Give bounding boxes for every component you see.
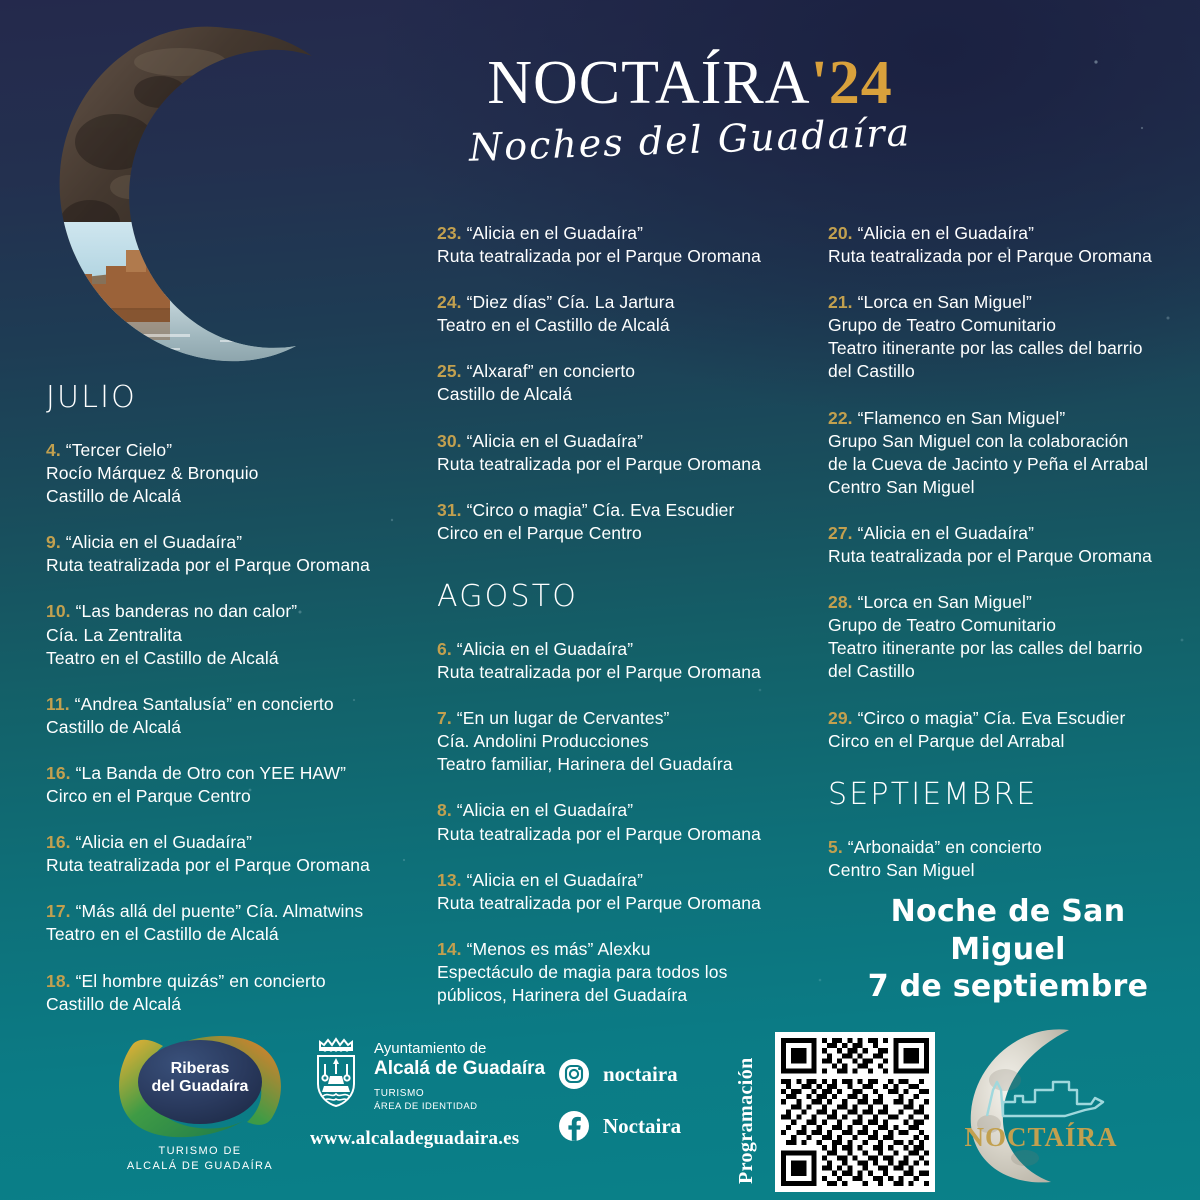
- event-detail-line: Rocío Márquez & Bronquio: [46, 463, 259, 484]
- event-item: [828, 522, 1188, 568]
- event-title: “Diez días” Cía. La Jartura: [466, 292, 675, 313]
- event-item: [437, 291, 812, 337]
- san-miguel-line2: 7 de septiembre: [867, 969, 1149, 1004]
- event-item: [828, 707, 1188, 753]
- event-day: 5.: [828, 836, 843, 857]
- event-item: [828, 836, 1188, 882]
- event-title: “Andrea Santalusía” en concierto: [74, 693, 334, 714]
- event-item: [437, 360, 812, 406]
- event-item: [46, 439, 416, 508]
- event-item: [828, 591, 1188, 683]
- event-day: 29.: [828, 707, 853, 728]
- event-item: [437, 869, 812, 915]
- event-detail-line: Centro San Miguel: [828, 859, 975, 880]
- event-title: “En un lugar de Cervantes”: [456, 708, 670, 729]
- event-title: “Alicia en el Guadaíra”: [65, 532, 243, 553]
- event-detail-line: Circo en el Parque Centro: [437, 522, 642, 543]
- event-item: [828, 222, 1188, 268]
- instagram-icon: [558, 1058, 590, 1090]
- brand-subtitle: Noches del Guadaíra: [468, 110, 912, 170]
- event-title: “Tercer Cielo”: [65, 440, 173, 460]
- event-title: “Alicia en el Guadaíra”: [466, 869, 644, 890]
- page-title: [430, 49, 950, 117]
- event-list-julio-cont: [437, 222, 812, 545]
- event-day: 23.: [437, 223, 462, 243]
- event-detail-line: Ruta teatralizada por el Parque Oromana: [437, 662, 761, 683]
- ayuntamiento-line2: Alcalá de Guadaíra: [374, 1058, 546, 1079]
- event-detail-line: del Castillo: [828, 361, 915, 382]
- event-item: [437, 938, 812, 1007]
- instagram-link[interactable]: [558, 1058, 681, 1090]
- riberas-caption: [85, 1144, 315, 1175]
- event-item: [46, 970, 416, 1016]
- facebook-handle: Noctaira: [603, 1113, 682, 1138]
- event-title: “Alicia en el Guadaíra”: [456, 800, 634, 821]
- event-day: 16.: [46, 762, 71, 783]
- coat-of-arms-icon: [310, 1034, 362, 1108]
- event-day: 24.: [437, 292, 462, 313]
- event-item: [46, 900, 416, 946]
- event-detail-line: Ruta teatralizada por el Parque Oromana: [46, 855, 370, 876]
- event-title: “Alicia en el Guadaíra”: [456, 638, 634, 659]
- event-title: “Menos es más” Alexku: [466, 938, 651, 959]
- ayuntamiento-line3: TURISMO: [374, 1087, 425, 1099]
- event-title: “La Banda de Otro con YEE HAW”: [75, 762, 347, 783]
- event-detail-line: Teatro itinerante por las calles del barrio: [828, 638, 1143, 659]
- event-title: “Flamenco en San Miguel”: [857, 407, 1066, 428]
- event-day: 25.: [437, 361, 462, 382]
- month-heading-julio: JULIO: [46, 380, 137, 415]
- event-title: “Alicia en el Guadaíra”: [857, 223, 1035, 243]
- event-day: 11.: [46, 693, 70, 714]
- event-day: 7.: [437, 708, 452, 729]
- facebook-link[interactable]: [558, 1110, 681, 1142]
- event-detail-line: Cía. Andolini Producciones: [437, 731, 649, 752]
- programacion-label: Programación: [735, 1057, 757, 1184]
- event-item: [828, 407, 1188, 499]
- ayuntamiento-line4: ÁREA DE IDENTIDAD: [374, 1100, 478, 1112]
- event-title: “Alicia en el Guadaíra”: [857, 522, 1035, 543]
- event-item: [437, 499, 812, 545]
- footer: [0, 1010, 1200, 1200]
- event-day: 30.: [437, 430, 462, 451]
- event-detail-line: Cía. La Zentralita: [46, 624, 183, 645]
- event-detail-line: Teatro familiar, Harinera del Guadaíra: [437, 754, 733, 775]
- event-day: 27.: [828, 522, 853, 543]
- event-title: “Las banderas no dan calor”: [75, 601, 298, 622]
- event-day: 20.: [828, 223, 853, 243]
- event-detail-line: Teatro en el Castillo de Alcalá: [46, 924, 279, 945]
- event-list-julio: [46, 439, 416, 1016]
- event-day: 13.: [437, 869, 462, 890]
- event-detail-line: Teatro en el Castillo de Alcalá: [46, 647, 279, 668]
- social-links: [558, 1058, 681, 1162]
- event-title: “Circo o magia” Cía. Eva Escudier: [466, 499, 735, 520]
- event-detail-line: Espectáculo de magia para todos los: [437, 961, 728, 982]
- event-detail-line: Castillo de Alcalá: [46, 716, 182, 737]
- ayuntamiento-names: [374, 1034, 545, 1112]
- riberas-caption-line1: TURISMO DE: [158, 1145, 242, 1157]
- event-detail-line: Castillo de Alcalá: [46, 486, 182, 507]
- noctaira-wordmark: NOCTAÍRA: [964, 1122, 1118, 1152]
- event-list-agosto-cont: [828, 222, 1188, 753]
- riberas-caption-line2: ALCALÁ DE GUADAÍRA: [126, 1160, 274, 1173]
- event-day: 4.: [46, 440, 61, 460]
- event-day: 17.: [46, 901, 71, 922]
- riberas-name: [105, 1060, 295, 1097]
- event-day: 31.: [437, 499, 462, 520]
- qr-code[interactable]: [775, 1032, 935, 1192]
- event-list-agosto: [437, 638, 812, 1007]
- riberas-name-line1: Riberas: [170, 1060, 230, 1077]
- riberas-logo-mark: [105, 1028, 295, 1138]
- website-url[interactable]: www.alcaladeguadaira.es: [310, 1127, 520, 1149]
- event-day: 28.: [828, 592, 853, 613]
- event-item: [437, 222, 812, 268]
- event-detail-line: Grupo de Teatro Comunitario: [828, 315, 1057, 336]
- event-detail-line: Teatro en el Castillo de Alcalá: [437, 315, 670, 336]
- event-item: [46, 831, 416, 877]
- event-detail-line: Castillo de Alcalá: [437, 384, 573, 405]
- event-item: [46, 531, 416, 577]
- month-heading-septiembre: SEPTIEMBRE: [828, 776, 1038, 812]
- brand-title-main: NOCTAÍRA: [487, 49, 811, 117]
- event-detail-line: Ruta teatralizada por el Parque Oromana: [828, 246, 1152, 267]
- event-title: “Alxaraf” en concierto: [466, 361, 636, 382]
- event-detail-line: Circo en el Parque Centro: [46, 786, 251, 807]
- san-miguel-highlight: [828, 893, 1188, 1006]
- event-day: 9.: [46, 532, 61, 553]
- event-day: 14.: [437, 938, 462, 959]
- event-detail-line: Ruta teatralizada por el Parque Oromana: [46, 555, 370, 576]
- event-title: “Alicia en el Guadaíra”: [466, 223, 644, 243]
- event-title: “Arbonaida” en concierto: [847, 836, 1042, 857]
- ayuntamiento-line1: Ayuntamiento de: [374, 1040, 487, 1057]
- schedule-column-agosto-septiembre: [828, 222, 1188, 905]
- instagram-handle: noctaira: [603, 1061, 678, 1086]
- event-list-septiembre: [828, 836, 1188, 882]
- event-day: 22.: [828, 407, 853, 428]
- event-item: [437, 799, 812, 845]
- event-detail-line: Circo en el Parque del Arrabal: [828, 730, 1065, 751]
- san-miguel-line1: Noche de San Miguel: [890, 894, 1126, 967]
- riberas-name-line2: del Guadaíra: [151, 1078, 249, 1096]
- event-detail-line: Teatro itinerante por las calles del barrio: [828, 338, 1143, 359]
- event-day: 21.: [828, 292, 853, 313]
- noctaira-moon-logo: [945, 1020, 1135, 1190]
- event-title: “Más allá del puente” Cía. Almatwins: [75, 901, 364, 922]
- poster-header: [430, 49, 950, 170]
- event-detail-line: Grupo San Miguel con la colaboración: [828, 430, 1129, 451]
- event-title: “Alicia en el Guadaíra”: [75, 832, 253, 853]
- event-title: “Alicia en el Guadaíra”: [466, 430, 644, 451]
- event-detail-line: Grupo de Teatro Comunitario: [828, 615, 1057, 636]
- event-item: [828, 291, 1188, 383]
- ayuntamiento-logo-block: [310, 1034, 580, 1150]
- event-title: “Lorca en San Miguel”: [857, 592, 1032, 613]
- event-detail-line: públicos, Harinera del Guadaíra: [437, 984, 688, 1005]
- event-detail-line: del Castillo: [828, 661, 915, 682]
- event-item: [437, 430, 812, 476]
- event-item: [437, 638, 812, 684]
- event-title: “El hombre quizás” en concierto: [75, 970, 326, 991]
- event-detail-line: Ruta teatralizada por el Parque Oromana: [437, 453, 761, 474]
- schedule-column-julio: [46, 380, 416, 1039]
- event-detail-line: Castillo de Alcalá: [46, 993, 182, 1014]
- riberas-del-guadaira-logo: [85, 1028, 315, 1175]
- schedule-column-julio-agosto: [437, 222, 812, 1030]
- event-item: [46, 600, 416, 669]
- brand-title-year: '24: [810, 49, 893, 117]
- event-detail-line: Centro San Miguel: [828, 476, 975, 497]
- event-item: [46, 762, 416, 808]
- event-day: 10.: [46, 601, 71, 622]
- facebook-icon: [558, 1110, 590, 1142]
- event-day: 8.: [437, 800, 452, 821]
- event-day: 6.: [437, 638, 452, 659]
- event-day: 16.: [46, 832, 71, 853]
- event-detail-line: de la Cueva de Jacinto y Peña el Arrabal: [828, 453, 1149, 474]
- event-item: [437, 707, 812, 776]
- event-detail-line: Ruta teatralizada por el Parque Oromana: [828, 546, 1152, 567]
- event-title: “Circo o magia” Cía. Eva Escudier: [857, 707, 1126, 728]
- qr-code-image: [781, 1038, 929, 1186]
- event-detail-line: Ruta teatralizada por el Parque Oromana: [437, 823, 761, 844]
- event-detail-line: Ruta teatralizada por el Parque Oromana: [437, 246, 761, 267]
- event-day: 18.: [46, 970, 71, 991]
- crescent-moon-photo-artwork: [30, 22, 340, 382]
- event-item: [46, 693, 416, 739]
- month-heading-agosto: AGOSTO: [437, 578, 579, 614]
- event-title: “Lorca en San Miguel”: [857, 292, 1032, 313]
- event-detail-line: Ruta teatralizada por el Parque Oromana: [437, 892, 761, 913]
